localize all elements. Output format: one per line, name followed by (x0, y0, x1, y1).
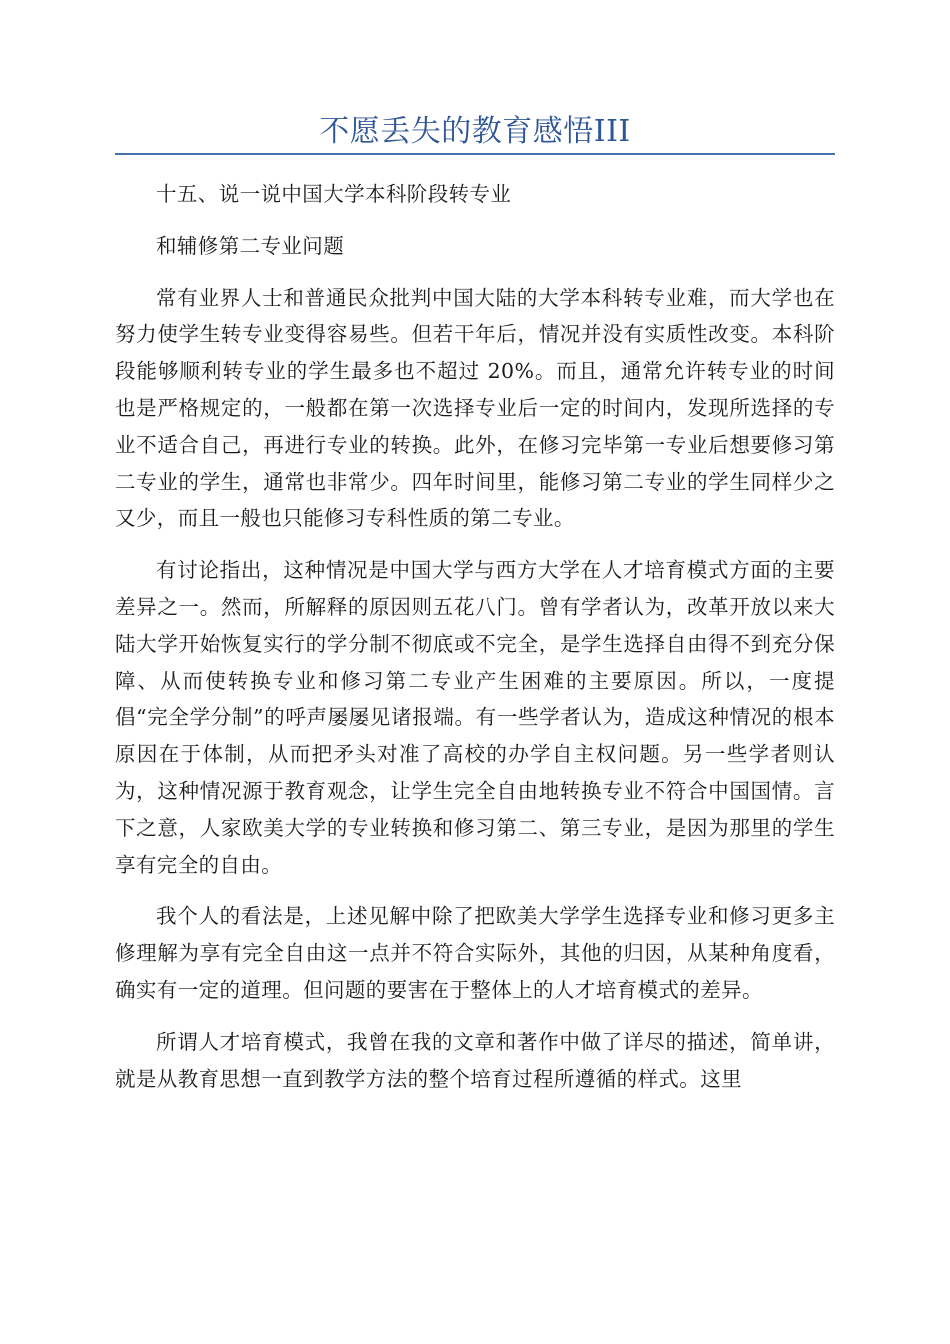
paragraph-1: 常有业界人士和普通民众批判中国大陆的大学本科转专业难，而大学也在努力使学生转专业变得容易些。但若干年后，情况并没有实质性改变。本科阶段能够顺利转专业的学生最多也不超过 20%。而且，通常允许转专业的时间也是严格规定的，一般都在第一次选择专业后一定的时间内，发现所选择的专业不适合自己，再进行专业的转换。此外，在修习完毕第一专业后想要修习第二专业的学生，通常也非常少。四年时间里，能修习第二专业的学生同样少之又少，而且一般也只能修习专科性质的第二专业。 (115, 285, 835, 531)
paragraph-3: 我个人的看法是，上述见解中除了把欧美大学学生选择专业和修习更多主修理解为享有完全自由这一点并不符合实际外，其他的归因，从某种角度看，确实有一定的道理。但问题的要害在于整体上的人才培育模式的差异。 (115, 904, 835, 1002)
paragraph-4: 所谓人才培育模式，我曾在我的文章和著作中做了详尽的描述，简单讲，就是从教育思想一直到教学方法的整个培育过程所遵循的样式。这里 (115, 1029, 835, 1091)
section-heading-line-2: 和辅修第二专业问题 (156, 233, 345, 258)
title-underline (115, 153, 835, 155)
section-heading-line-1: 十五、说一说中国大学本科阶段转专业 (156, 182, 512, 206)
document-body (115, 176, 835, 1112)
document-title: 不愿丢失的教育感悟III (319, 114, 631, 149)
paragraph-2: 有讨论指出，这种情况是中国大学与西方大学在人才培育模式方面的主要差异之一。然而，所解释的原因则五花八门。曾有学者认为，改革开放以来大陆大学开始恢复实行的学分制不彻底或不完全，是学生选择自由得不到充分保障、从而使转换专业和修习第二专业产生困难的主要原因。所以，一度提倡“完全学分制”的呼声屡屡见诸报端。有一些学者认为，造成这种情况的根本原因在于体制，从而把矛头对准了高校的办学自主权问题。另一些学者则认为，这种情况源于教育观念，让学生完全自由地转换专业不符合中国国情。言下之意，人家欧美大学的专业转换和修习第二、第三专业，是因为那里的学生享有完全的自由。 (115, 558, 835, 877)
